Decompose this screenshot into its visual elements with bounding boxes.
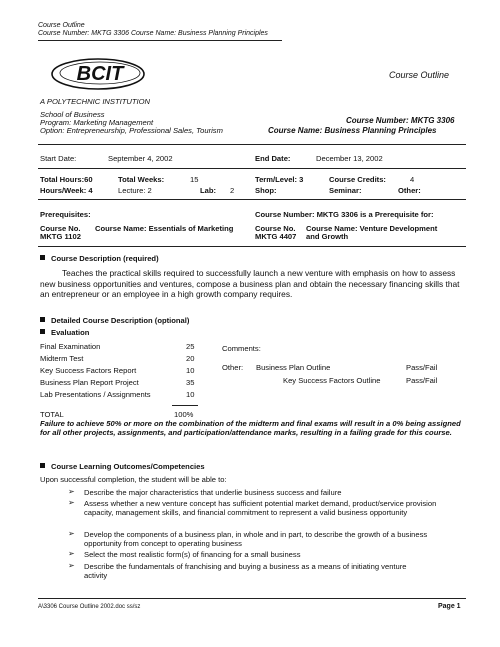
eval-item-label: Final Examination xyxy=(40,342,101,351)
total-hours: Total Hours:60 xyxy=(40,175,93,184)
end-date-value: December 13, 2002 xyxy=(316,154,383,163)
arrow-bullet-icon: ➢ xyxy=(68,498,75,507)
eval-item-label: Midterm Test xyxy=(40,354,84,363)
shop-label: Shop: xyxy=(255,186,277,195)
eval-item-value: 10 xyxy=(186,366,195,375)
eval-item-label: Lab Presentations / Assignments xyxy=(40,390,151,399)
course-number-heading: Course Number: MKTG 3306 xyxy=(346,116,455,125)
lab-label: Lab: xyxy=(200,186,217,195)
other-item-label: Key Success Factors Outline xyxy=(283,376,381,385)
prerequisite-for: Course Number: MKTG 3306 is a Prerequisite for: xyxy=(255,210,434,219)
end-date-label: End Date: xyxy=(255,154,291,163)
program-name: Program: Marketing Management xyxy=(40,118,154,127)
total-value: 100% xyxy=(174,410,194,419)
arrow-bullet-icon: ➢ xyxy=(68,549,75,558)
footer-page: Page 1 xyxy=(438,603,461,610)
course-name-heading: Course Name: Business Planning Principles xyxy=(268,126,437,135)
other-item-value: Pass/Fail xyxy=(406,363,438,372)
prereq-rule xyxy=(38,246,466,247)
outcome-item: Describe the fundamentals of franchising and buying a business as a means of initiating venture activity xyxy=(84,562,407,580)
next-course-name-line2: and Growth xyxy=(306,232,349,241)
prerequisites-label: Prerequisites: xyxy=(40,210,91,219)
logo-text: BCIT xyxy=(76,63,124,85)
eval-item-value: 35 xyxy=(186,378,195,387)
total-rule xyxy=(172,405,198,406)
course-description-body: Teaches the practical skills required to successfully launch a new venture with emphasis on how to assess new business opportunities and ventures, compose a business plan and obtain the necessary financing skills that an entrepreneur or an employee in a high growth company requires. xyxy=(40,268,460,299)
prereq-course-no-label: Course No. xyxy=(40,224,81,233)
prereq-course-name: Course Name: Essentials of Marketing xyxy=(95,224,234,233)
course-credits-value: 4 xyxy=(410,175,415,184)
eval-item-value: 20 xyxy=(186,354,195,363)
detailed-description-heading xyxy=(40,316,189,325)
eval-item-label: Business Plan Report Project xyxy=(40,378,139,387)
detailed-description-heading-text: Detailed Course Description (optional) xyxy=(51,316,190,325)
term-level: Term/Level: 3 xyxy=(255,175,304,184)
running-header-course: Course Number: MKTG 3306 Course Name: Business Planning Principles xyxy=(38,30,268,37)
institution-tagline: A POLYTECHNIC INSTITUTION xyxy=(40,97,150,106)
other-item-label: Business Plan Outline xyxy=(256,363,331,372)
course-description-heading-text: Course Description (required) xyxy=(51,254,159,263)
outcomes-intro: Upon successful completion, the student will be able to: xyxy=(40,475,227,484)
bcit-logo xyxy=(48,54,148,94)
lecture-hours: Lecture: 2 xyxy=(118,186,152,195)
evaluation-heading-text: Evaluation xyxy=(51,328,90,337)
other-item-value: Pass/Fail xyxy=(406,376,438,385)
dates-rule xyxy=(38,168,466,169)
hours-rule xyxy=(38,199,466,200)
total-weeks-label: Total Weeks: xyxy=(118,175,165,184)
start-date-value: September 4, 2002 xyxy=(108,154,173,163)
running-header-rule xyxy=(38,40,282,41)
running-header-title: Course Outline xyxy=(38,22,85,29)
prereq-course-no-value: MKTG 1102 xyxy=(40,232,81,241)
eval-item-label: Key Success Factors Report xyxy=(40,366,137,375)
other-label: Other: xyxy=(398,186,421,195)
failure-note: Failure to achieve 50% or more on the combination of the midterm and final exams will result in a 0% being assigned for all other projects, assignments, and participation/attendance marks, resulting in a failing grade for this course. xyxy=(40,419,461,438)
learning-outcomes-heading-text: Course Learning Outcomes/Competencies xyxy=(51,462,205,471)
comments-label: Comments: xyxy=(222,344,261,353)
eval-item-value: 25 xyxy=(186,342,195,351)
bullet-square-icon xyxy=(40,317,45,322)
doc-title: Course Outline xyxy=(389,70,450,80)
option-name: Option: Entrepreneurship, Professional Sales, Tourism xyxy=(40,126,223,135)
total-weeks-value: 15 xyxy=(190,175,199,184)
outcome-item: Assess whether a new venture concept has sufficient potential market demand, product/service provision capacity, management skills, and financial commitment to represent a valid business opportunity xyxy=(84,499,437,517)
outcome-item: Describe the major characteristics that underlie business success and failure xyxy=(84,488,342,497)
bullet-square-icon xyxy=(40,255,45,260)
eval-item-value: 10 xyxy=(186,390,195,399)
arrow-bullet-icon: ➢ xyxy=(68,561,75,570)
hours-per-week: Hours/Week: 4 xyxy=(40,186,93,195)
seminar-label: Seminar: xyxy=(329,186,362,195)
arrow-bullet-icon: ➢ xyxy=(68,529,75,538)
footer-file: A\3306 Course Outline 2002.doc ss/sz xyxy=(38,604,141,610)
header-rule xyxy=(38,144,466,145)
bullet-square-icon xyxy=(40,329,45,334)
lab-value: 2 xyxy=(230,186,235,195)
learning-outcomes-heading xyxy=(40,462,205,471)
bullet-square-icon xyxy=(40,463,45,468)
school-name: School of Business xyxy=(40,110,105,119)
arrow-bullet-icon: ➢ xyxy=(68,487,75,496)
start-date-label: Start Date: xyxy=(40,154,77,163)
next-course-name-line1: Course Name: Venture Development xyxy=(306,224,438,233)
outcome-item: Select the most realistic form(s) of financing for a small business xyxy=(84,550,301,559)
outcome-item: Develop the components of a business plan, in whole and in part, to describe the growth of a business opportunity from concept to operating business xyxy=(84,530,428,548)
course-description-heading xyxy=(40,254,159,263)
next-course-no-label: Course No. xyxy=(255,224,296,233)
footer-rule xyxy=(38,598,466,599)
next-course-no-value: MKTG 4407 xyxy=(255,232,297,241)
evaluation-heading xyxy=(40,328,89,337)
course-credits-label: Course Credits: xyxy=(329,175,386,184)
total-label: TOTAL xyxy=(40,410,64,419)
eval-other-label: Other: xyxy=(222,363,244,372)
